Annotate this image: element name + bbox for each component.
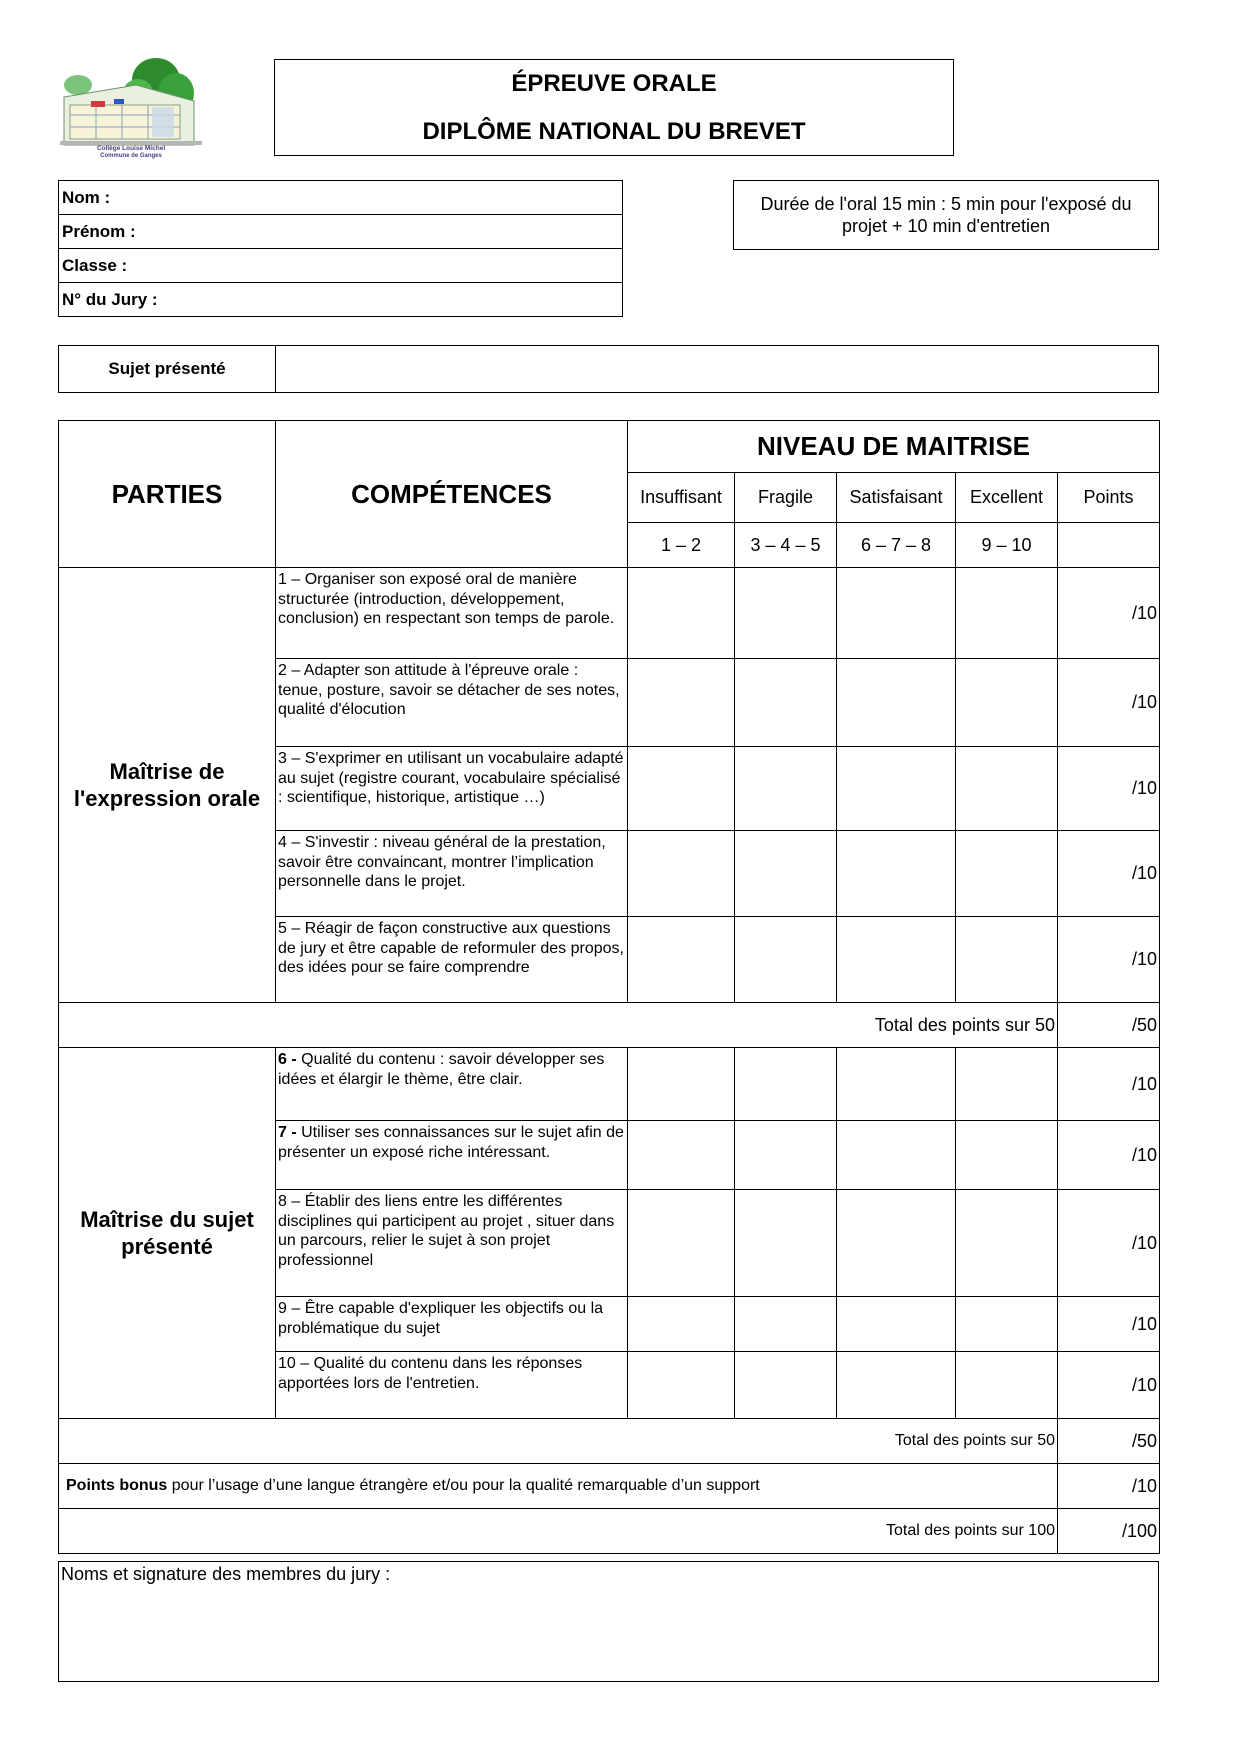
subject-table [58,345,1159,393]
logo-caption-1: Collège Louise Michel [96,145,166,152]
score-cell[interactable] [837,1352,956,1419]
page-title: ÉPREUVE ORALE [511,69,717,97]
score-cell[interactable] [628,659,735,747]
total-label-section1: Total des points sur 50 [59,1003,1058,1048]
competence-1: 1 – Organiser son exposé oral de manière structurée (introduction, développement, conclusion) en respectant son temps de parole. [276,568,628,659]
level-points: Points [1058,473,1160,523]
score-cell[interactable] [956,1297,1058,1352]
points-3[interactable]: /10 [1058,747,1160,831]
score-cell[interactable] [628,1190,735,1297]
nom-field[interactable]: Nom : [59,181,623,215]
total-points-section2[interactable]: /50 [1058,1419,1160,1464]
column-header-parties: PARTIES [59,421,276,568]
score-cell[interactable] [628,1048,735,1121]
score-cell[interactable] [735,1121,837,1190]
score-cell[interactable] [837,1121,956,1190]
level-fragile: Fragile [735,473,837,523]
competence-4: 4 – S'investir : niveau général de la prestation, savoir être convaincant, montrer l’implication personnelle dans le projet. [276,831,628,917]
subject-field[interactable] [276,346,1159,393]
score-cell[interactable] [837,1190,956,1297]
jury-number-field[interactable]: N° du Jury : [59,283,623,317]
score-cell[interactable] [735,747,837,831]
score-cell[interactable] [628,1121,735,1190]
grand-total-label: Total des points sur 100 [59,1509,1058,1554]
level-excellent: Excellent [956,473,1058,523]
jury-signature-field[interactable]: Noms et signature des membres du jury : [59,1562,1159,1682]
evaluation-grid [58,420,1160,1554]
score-cell[interactable] [628,1297,735,1352]
logo-caption-2: Commune de Ganges [100,153,162,159]
competence-8: 8 – Établir des liens entre les différentes disciplines qui participent au projet , situer dans un parcours, relier le sujet à son projet professionnel [276,1190,628,1297]
table-row [59,1048,1160,1121]
score-cell[interactable] [956,659,1058,747]
score-cell[interactable] [735,1190,837,1297]
competence-5: 5 – Réagir de façon constructive aux questions de jury et être capable de reformuler des propos, des idées pour se faire comprendre [276,917,628,1003]
points-6[interactable]: /10 [1058,1048,1160,1121]
points-1[interactable]: /10 [1058,568,1160,659]
score-cell[interactable] [628,831,735,917]
points-4[interactable]: /10 [1058,831,1160,917]
column-header-competences: COMPÉTENCES [276,421,628,568]
score-cell[interactable] [837,568,956,659]
bonus-label-bold: Points bonus [66,1477,168,1494]
prenom-field[interactable]: Prénom : [59,215,623,249]
bonus-row [59,1464,1160,1509]
competence-10: 10 – Qualité du contenu dans les réponses apportées lors de l'entretien. [276,1352,628,1419]
competence-7-text: Utiliser ses connaissances sur le sujet afin de présenter un exposé riche intéressant. [278,1124,624,1161]
competence-9: 9 – Être capable d'expliquer les objectifs ou la problématique du sujet [276,1297,628,1352]
score-cell[interactable] [735,1048,837,1121]
page-title-box [274,59,954,156]
score-cell[interactable] [735,831,837,917]
competence-6-text: Qualité du contenu : savoir développer ses idées et élargir le thème, être clair. [278,1051,605,1088]
score-cell[interactable] [735,659,837,747]
range-points [1058,523,1160,568]
range-satisfaisant: 6 – 7 – 8 [837,523,956,568]
score-cell[interactable] [735,568,837,659]
competence-7-number: 7 - [278,1124,297,1141]
bonus-points[interactable]: /10 [1058,1464,1160,1509]
signature-table [58,1561,1159,1682]
score-cell[interactable] [837,831,956,917]
score-cell[interactable] [956,831,1058,917]
points-8[interactable]: /10 [1058,1190,1160,1297]
partie-sujet-presente: Maîtrise du sujet présenté [59,1048,276,1419]
range-excellent: 9 – 10 [956,523,1058,568]
score-cell[interactable] [956,1190,1058,1297]
grand-total-row [59,1509,1160,1554]
score-cell[interactable] [956,917,1058,1003]
points-5[interactable]: /10 [1058,917,1160,1003]
score-cell[interactable] [837,1297,956,1352]
total-label-section2: Total des points sur 50 [59,1419,1058,1464]
points-9[interactable]: /10 [1058,1297,1160,1352]
duration-note: Durée de l'oral 15 min : 5 min pour l'exposé du projet + 10 min d'entretien [733,180,1159,250]
points-2[interactable]: /10 [1058,659,1160,747]
score-cell[interactable] [628,747,735,831]
competence-7 [276,1121,628,1190]
score-cell[interactable] [837,1048,956,1121]
table-row [59,568,1160,659]
score-cell[interactable] [956,1352,1058,1419]
bonus-label [59,1464,1058,1509]
score-cell[interactable] [837,917,956,1003]
classe-field[interactable]: Classe : [59,249,623,283]
range-insuffisant: 1 – 2 [628,523,735,568]
total-row [59,1003,1160,1048]
total-row [59,1419,1160,1464]
score-cell[interactable] [735,1352,837,1419]
score-cell[interactable] [735,1297,837,1352]
page-subtitle: DIPLÔME NATIONAL DU BREVET [422,117,806,145]
level-satisfaisant: Satisfaisant [837,473,956,523]
score-cell[interactable] [956,1121,1058,1190]
points-7[interactable]: /10 [1058,1121,1160,1190]
total-points-section1[interactable]: /50 [1058,1003,1160,1048]
grand-total-points[interactable]: /100 [1058,1509,1160,1554]
level-insuffisant: Insuffisant [628,473,735,523]
competence-6-number: 6 - [278,1051,297,1068]
points-10[interactable]: /10 [1058,1352,1160,1419]
score-cell[interactable] [628,917,735,1003]
identity-table [58,180,623,317]
score-cell[interactable] [735,917,837,1003]
score-cell[interactable] [837,747,956,831]
bonus-label-rest: pour l’usage d’une langue étrangère et/ou pour la qualité remarquable d’un support [167,1477,760,1494]
score-cell[interactable] [956,1048,1058,1121]
subject-label: Sujet présenté [59,346,276,393]
score-cell[interactable] [956,568,1058,659]
competence-6 [276,1048,628,1121]
competence-2: 2 – Adapter son attitude à l'épreuve orale : tenue, posture, savoir se détacher de ses notes, qualité d'élocution [276,659,628,747]
column-header-niveau: NIVEAU DE MAITRISE [628,421,1160,473]
score-cell[interactable] [956,747,1058,831]
range-fragile: 3 – 4 – 5 [735,523,837,568]
score-cell[interactable] [837,659,956,747]
competence-3: 3 – S'exprimer en utilisant un vocabulaire adapté au sujet (registre courant, vocabulaire spécialisé : scientifique, historique, artistique …) [276,747,628,831]
college-logo [56,55,206,163]
score-cell[interactable] [628,568,735,659]
partie-expression-orale: Maîtrise de l'expression orale [59,568,276,1003]
score-cell[interactable] [628,1352,735,1419]
